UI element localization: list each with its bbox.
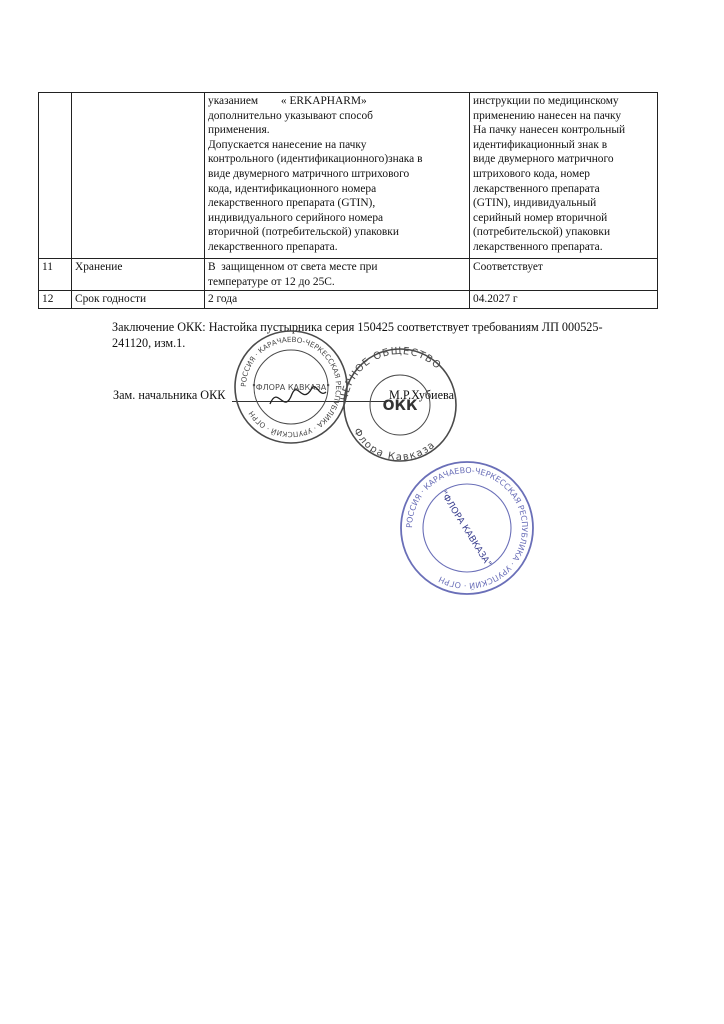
- requirement-cell: [205, 259, 470, 291]
- stamp-ring-text: РОССИЯ · КАРАЧАЕВО-ЧЕРКЕССКАЯ РЕСПУБЛИКА · УРУПСКИЙ · ОГРН: [404, 465, 530, 591]
- result-line: (потребительской) упаковки: [473, 226, 611, 239]
- row-number-cell: 11: [39, 259, 72, 291]
- requirement-cell: [205, 291, 470, 309]
- requirement-line: контрольного (идентификационного)знака в: [208, 153, 423, 166]
- stamp-center-text: "ФЛОРА КАВКАЗА": [252, 383, 330, 392]
- okk-center-text: ОКК: [382, 398, 418, 414]
- stamp-ring-text: РОССИЯ · КАРАЧАЕВО-ЧЕРКЕССКАЯ РЕСПУБЛИКА · УРУПСКИЙ · ОГРН: [238, 334, 344, 440]
- requirement-line: В защищенном от света месте при: [208, 261, 378, 273]
- signer-name: М.Р.Хубиева: [389, 388, 454, 402]
- conclusion-line: 241120, изм.1.: [112, 336, 186, 350]
- requirement-line: указанием « ERKAPHARM»: [208, 95, 367, 107]
- row-name-cell: Срок годности: [72, 291, 205, 309]
- conclusion-line: Заключение ОКК: Настойка пустырника серия 150425 соответствует требованиям ЛП 000525-: [112, 320, 603, 334]
- requirement-line: лекарственного препарата.: [208, 240, 338, 253]
- result-line: лекарственного препарата: [473, 182, 600, 195]
- okk-stamp: [333, 345, 467, 463]
- table-row: [39, 259, 658, 291]
- signer-role: Зам. начальника ОКК: [113, 388, 226, 402]
- result-line: лекарственного препарата.: [473, 240, 603, 253]
- result-cell: [470, 291, 658, 309]
- row-number-cell: 12: [39, 291, 72, 309]
- result-line: (GTIN), индивидуальный: [473, 197, 597, 210]
- requirement-line: дополнительно указывают способ: [208, 109, 373, 122]
- result-cell: [470, 93, 658, 259]
- result-line: применению нанесен на пачку: [473, 109, 622, 122]
- requirement-line: виде двумерного матричного штрихового: [208, 167, 410, 180]
- result-line: На пачку нанесен контрольный: [473, 124, 626, 137]
- requirement-line: кода, идентификационного номера: [208, 182, 377, 195]
- requirement-line: вторичной (потребительской) упаковки: [208, 226, 399, 239]
- requirement-line: лекарственного препарата (GTIN),: [208, 197, 376, 210]
- result-line: штрихового кода, номер: [473, 167, 590, 180]
- requirement-cell: [205, 93, 470, 259]
- requirement-line: применения.: [208, 124, 270, 137]
- table-row: [39, 93, 658, 259]
- result-line: виде двумерного матричного: [473, 153, 614, 166]
- result-line: инструкции по медицинскому: [473, 95, 619, 107]
- result-line: серийный номер вторичной: [473, 211, 608, 224]
- result-cell: [470, 259, 658, 291]
- requirement-line: 2 года: [208, 293, 238, 306]
- requirement-line: Допускается нанесение на пачку: [208, 138, 367, 151]
- okk-seal-icon: [333, 345, 467, 463]
- spec-table: [38, 92, 658, 309]
- result-line: Соответствует: [473, 261, 543, 273]
- row-number-cell: [39, 93, 72, 259]
- row-name-cell: Хранение: [72, 259, 205, 291]
- round-stamp-right: [397, 458, 537, 598]
- table-row: [39, 291, 658, 309]
- stamp-center-text: "ФЛОРА КАВКАЗА": [437, 489, 493, 569]
- okk-ring-top-text: ЧЕРНОЕ ОБЩЕСТВО: [339, 345, 444, 402]
- result-line: идентификационный знак в: [473, 138, 608, 151]
- requirement-line: температуре от 12 до 25С.: [208, 275, 335, 288]
- requirement-line: индивидуального серийного номера: [208, 211, 384, 224]
- okk-ring-bottom-text: Флора Кавказа: [350, 426, 438, 464]
- row-name-cell: [72, 93, 205, 259]
- result-line: 04.2027 г: [473, 293, 518, 306]
- stamp-seal-icon: [397, 458, 537, 598]
